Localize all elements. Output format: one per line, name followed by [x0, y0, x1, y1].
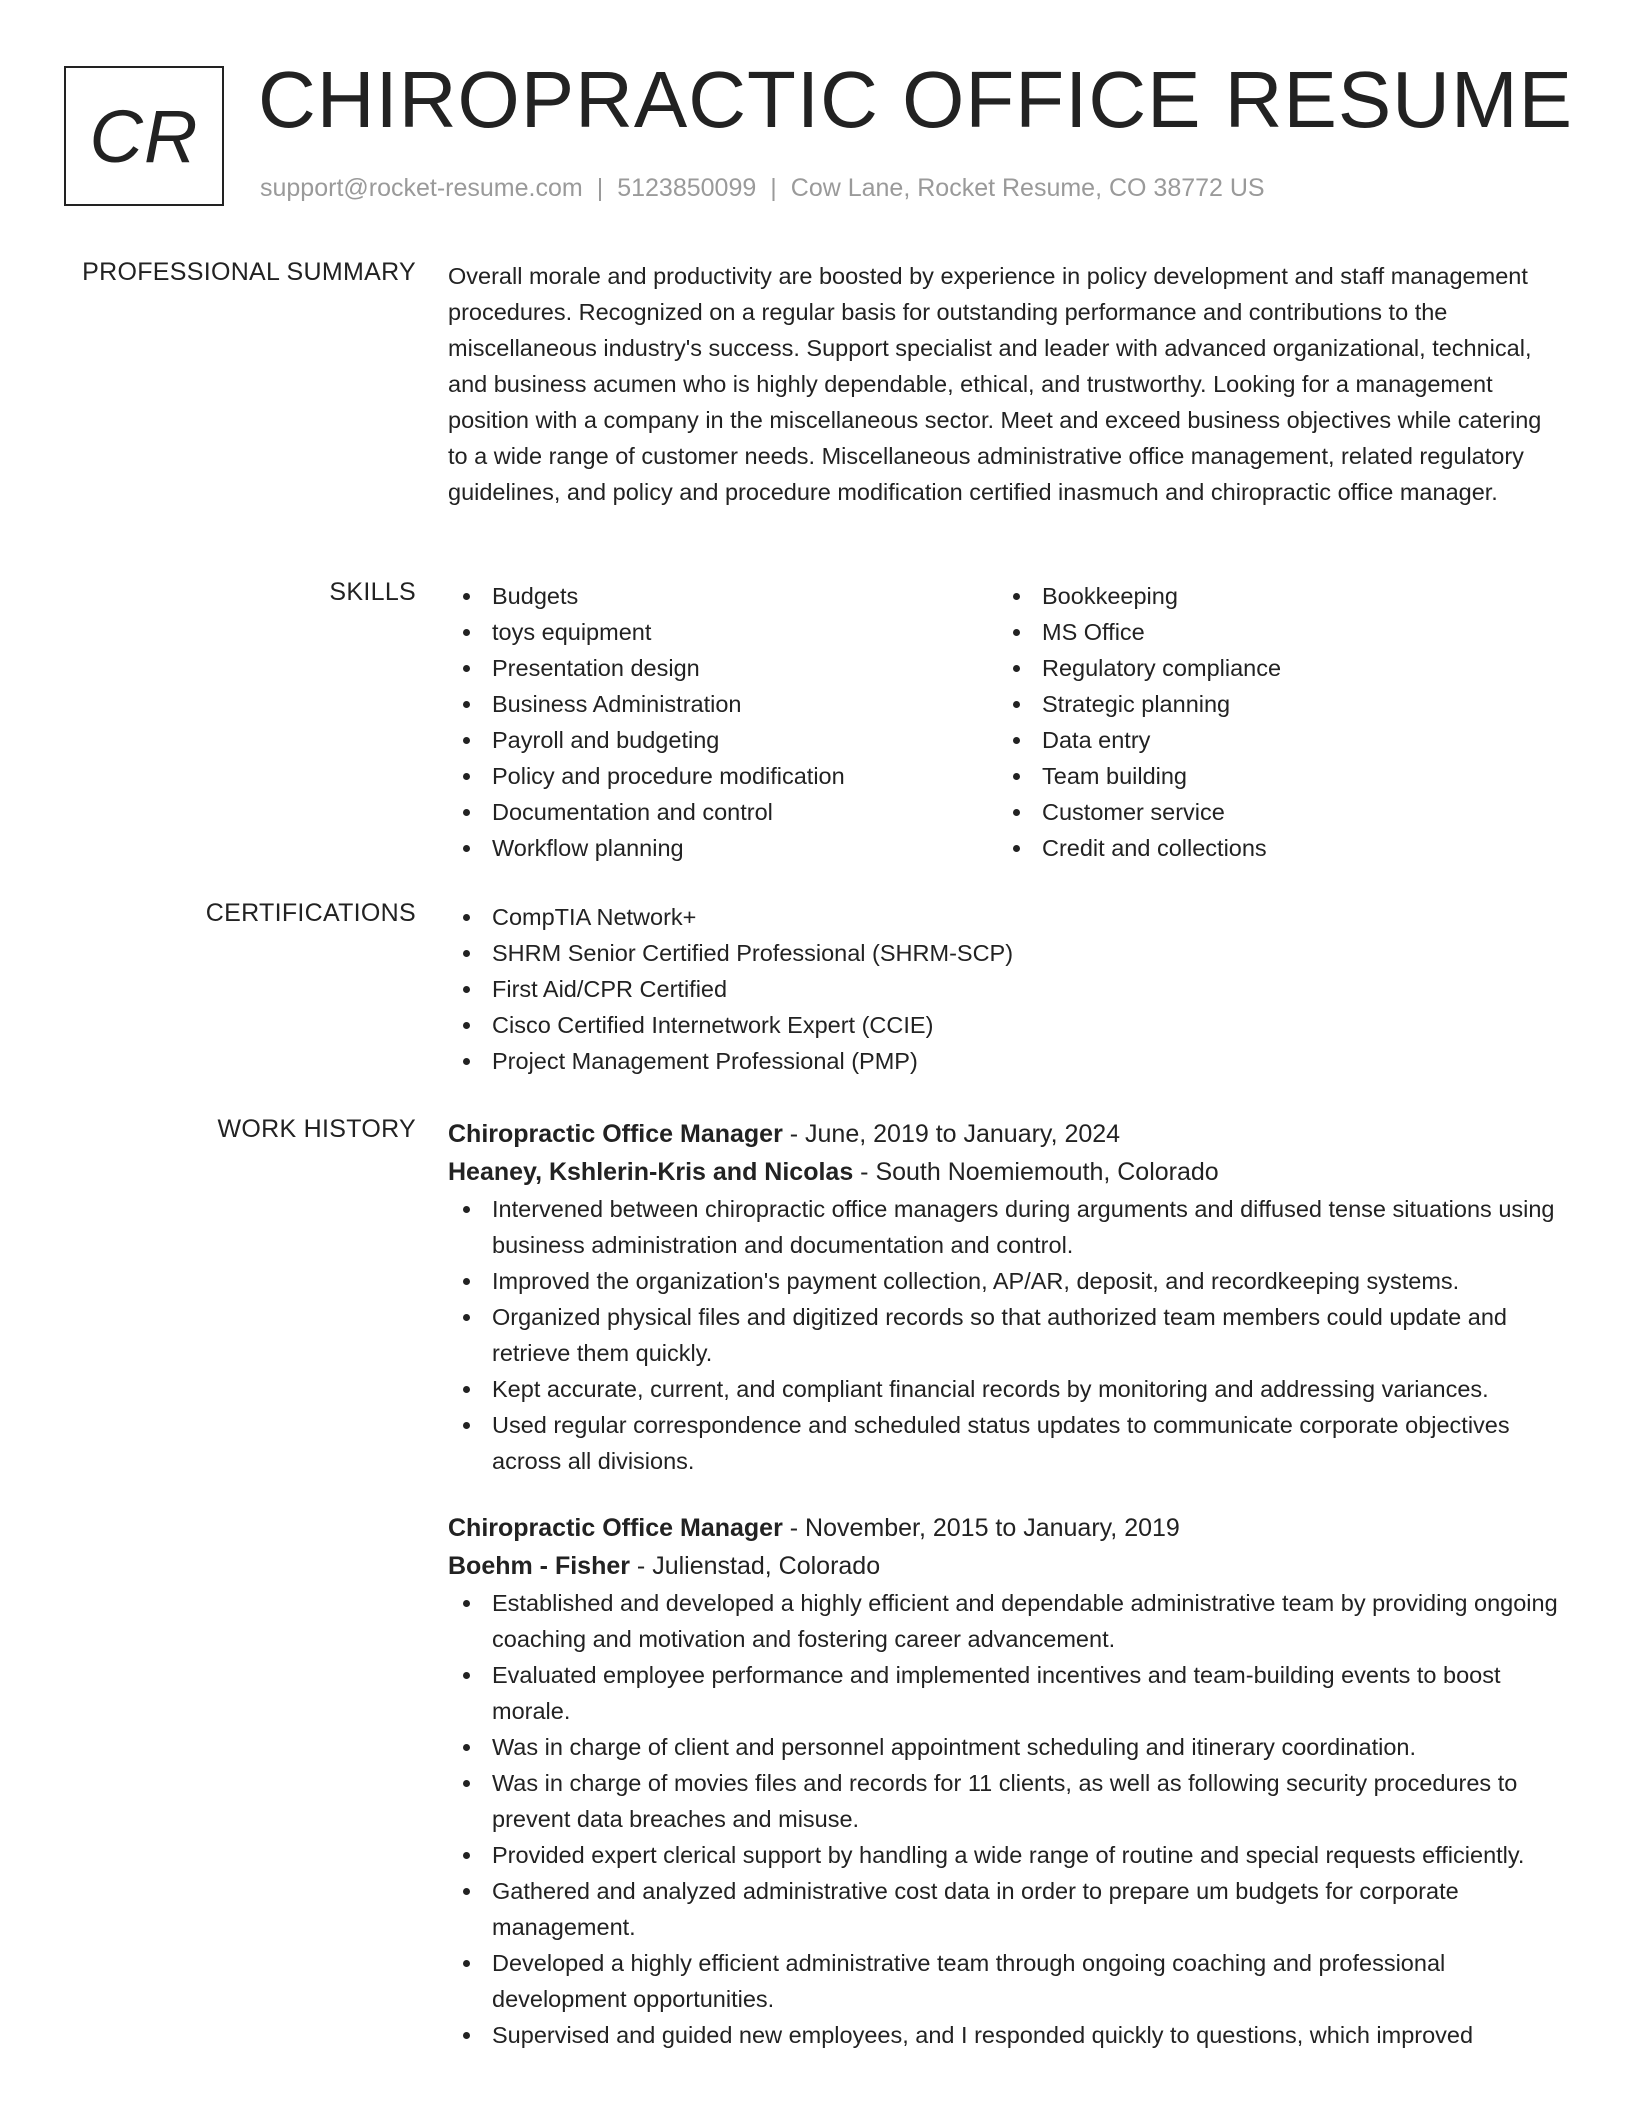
contact-separator: |: [596, 174, 604, 202]
certifications-heading: CERTIFICATIONS: [205, 899, 416, 927]
job-bullet-item: Developed a highly efficient administrative team through ongoing coaching and professional development opportunities.: [448, 1945, 1564, 2017]
skill-item: Budgets: [448, 578, 998, 614]
skills-body: [448, 578, 1564, 866]
certifications-body: [448, 899, 1564, 1079]
job-bullet-item: Organized physical files and digitized records so that authorized team members could update and retrieve them quickly.: [448, 1299, 1564, 1371]
skill-item: Data entry: [998, 722, 1548, 758]
contact-email: support@rocket-resume.com: [260, 174, 583, 202]
job-title: Chiropractic Office Manager: [448, 1514, 783, 1542]
skill-item: Customer service: [998, 794, 1548, 830]
job-bullet-item: Kept accurate, current, and compliant financial records by monitoring and addressing variances.: [448, 1371, 1564, 1407]
skills-list-left: [448, 578, 998, 866]
job-company-line: [448, 1153, 1564, 1191]
certification-item: Project Management Professional (PMP): [448, 1043, 1564, 1079]
skill-item: Policy and procedure modification: [448, 758, 998, 794]
job-bullet-item: Evaluated employee performance and implemented incentives and team-building events to boost morale.: [448, 1657, 1564, 1729]
job-bullet-item: Was in charge of client and personnel appointment scheduling and itinerary coordination.: [448, 1729, 1564, 1765]
work-history-heading: WORK HISTORY: [217, 1115, 416, 1143]
job-location: - Julienstad, Colorado: [629, 1552, 881, 1580]
job-title-line: [448, 1509, 1564, 1547]
skill-item: Team building: [998, 758, 1548, 794]
skills-list-right: [998, 578, 1548, 866]
job-bullet-item: Provided expert clerical support by handling a wide range of routine and special requests efficiently.: [448, 1837, 1564, 1873]
job-entry: [448, 1509, 1564, 2053]
job-bullets: [448, 1191, 1564, 1479]
skill-item: Credit and collections: [998, 830, 1548, 866]
skill-item: Strategic planning: [998, 686, 1548, 722]
skills-heading: SKILLS: [329, 578, 416, 606]
job-company: Heaney, Kshlerin-Kris and Nicolas: [448, 1158, 854, 1186]
job-bullet-item: Was in charge of movies files and records for 11 clients, as well as following security procedures to prevent data breaches and misuse.: [448, 1765, 1564, 1837]
skill-item: Workflow planning: [448, 830, 998, 866]
skill-item: toys equipment: [448, 614, 998, 650]
job-bullet-item: Established and developed a highly efficient and dependable administrative team by providing ongoing coaching and motivation and fostering career advancement.: [448, 1585, 1564, 1657]
job-entry: [448, 1115, 1564, 1479]
job-bullet-item: Intervened between chiropractic office managers during arguments and diffused tense situations using business administration and documentation and control.: [448, 1191, 1564, 1263]
resume-title: CHIROPRACTIC OFFICE RESUME: [258, 55, 1573, 144]
work-history-body: [448, 1115, 1564, 2053]
contact-line: [260, 174, 1265, 203]
certification-item: CompTIA Network+: [448, 899, 1564, 935]
job-bullet-item: Gathered and analyzed administrative cost data in order to prepare um budgets for corporate management.: [448, 1873, 1564, 1945]
certifications-list: [448, 899, 1564, 1079]
skill-item: Documentation and control: [448, 794, 998, 830]
contact-separator: |: [770, 174, 777, 202]
certification-item: SHRM Senior Certified Professional (SHRM-SCP): [448, 935, 1564, 971]
job-company: Boehm - Fisher: [448, 1552, 630, 1580]
skill-item: Business Administration: [448, 686, 998, 722]
job-location: - South Noemiemouth, Colorado: [853, 1158, 1219, 1186]
job-title: Chiropractic Office Manager: [448, 1120, 783, 1148]
monogram-badge: CR: [64, 66, 224, 206]
job-company-line: [448, 1547, 1564, 1585]
skill-item: Presentation design: [448, 650, 998, 686]
job-bullet-item: Improved the organization's payment collection, AP/AR, deposit, and recordkeeping systems.: [448, 1263, 1564, 1299]
certification-item: Cisco Certified Internetwork Expert (CCIE): [448, 1007, 1564, 1043]
skill-item: Bookkeeping: [998, 578, 1548, 614]
skill-item: Payroll and budgeting: [448, 722, 998, 758]
certification-item: First Aid/CPR Certified: [448, 971, 1564, 1007]
job-dates: - June, 2019 to January, 2024: [782, 1120, 1121, 1148]
job-bullets: [448, 1585, 1564, 2053]
job-bullet-item: Used regular correspondence and scheduled status updates to communicate corporate objectives across all divisions.: [448, 1407, 1564, 1479]
job-dates: - November, 2015 to January, 2019: [782, 1514, 1180, 1542]
summary-text: Overall morale and productivity are boosted by experience in policy development and staff management procedures. Recognized on a regular basis for outstanding performance and contributions to the miscellaneous industry's success. Support specialist and leader with advanced organizational, technical, and business acumen who is highly dependable, ethical, and trustworthy. Looking for a management position with a company in the miscellaneous sector. Meet and exceed business objectives while catering to a wide range of customer needs. Miscellaneous administrative office management, related regulatory guidelines, and policy and procedure modification certified inasmuch and chiropractic office manager.: [448, 263, 1542, 505]
summary-heading: PROFESSIONAL SUMMARY: [82, 258, 416, 286]
contact-address: Cow Lane, Rocket Resume, CO 38772 US: [790, 174, 1265, 202]
skill-item: Regulatory compliance: [998, 650, 1548, 686]
summary-body: [448, 258, 1564, 510]
skill-item: MS Office: [998, 614, 1548, 650]
contact-phone: 5123850099: [617, 174, 757, 202]
skills-grid: [448, 578, 1564, 866]
job-bullet-item: Supervised and guided new employees, and I responded quickly to questions, which improved: [448, 2017, 1564, 2053]
job-title-line: [448, 1115, 1564, 1153]
